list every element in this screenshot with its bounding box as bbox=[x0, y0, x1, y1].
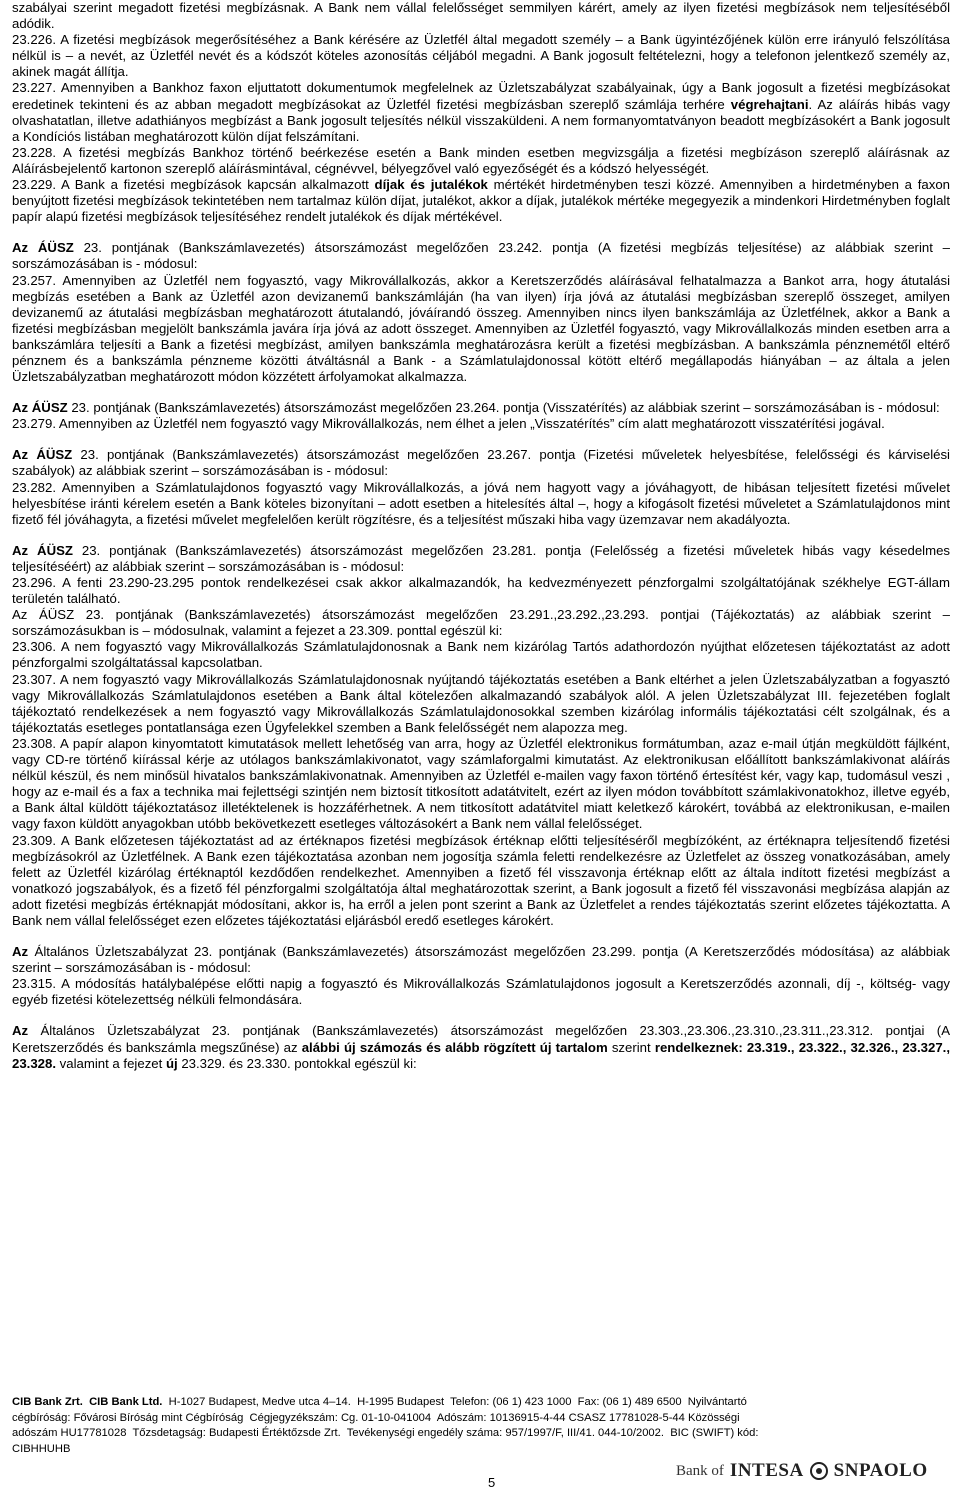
document-page bbox=[12, 0, 950, 1072]
text-segment: mértékét hirdetményben teszi közzé. Amennyiben a hirdetményben a faxon benyújtott fizetési megbízások tekintetében nem tartalmaz külön díjat, jutalékot, akkor a díjak, jutalékok mértéke megegyezik a mindenkori Hirdetményben foglalt papír alapú fizetési megbízások teljesítéséhez rendelt jutalékok és díjak mértékével. bbox=[12, 177, 950, 225]
paragraph bbox=[12, 976, 950, 1008]
text-segment: 23. pontjának (Bankszámlavezetés) átsorszámozást megelőzően 23.281. pontja (Felelősség a fizetési műveletek hibás vagy késedelmes teljesítéséért) az alábbiak szerint – sorszámozásában is - módosul: bbox=[12, 542, 950, 574]
logo-sanpaolo-text: SNPAOLO bbox=[833, 1460, 928, 1481]
bold-text: végrehajtani bbox=[730, 96, 809, 112]
paragraph-gap bbox=[12, 432, 950, 447]
footer-line-2: cégbíróság: Fővárosi Bíróság mint Cégbíróság Cégjegyzékszám: Cg. 01-10-041004 Adószám: 10136915-4-44 CSASZ 17781028-5-44 Közösségi bbox=[12, 1411, 740, 1424]
paragraph bbox=[12, 736, 950, 833]
text-segment: 23.315. A módosítás hatálybalépése előtti napig a fogyasztó és Mikrovállalkozás Számlatulajdonos jogosult a Keretszerződés azonnali, díj -, költség- vagy egyéb fizetési kötelezettség nélküli felmondására. bbox=[12, 976, 950, 1008]
paragraph bbox=[12, 416, 950, 432]
footer-line-4: CIBHHUHB bbox=[12, 1442, 71, 1455]
text-segment: 23.296. A fenti 23.290-23.295 pontok rendelkezései csak akkor alkalmazandók, ha kedvezményezett pénzforgalmi szolgáltatójának székhelye EGT-állam területén található. bbox=[12, 575, 950, 607]
text-segment: Általános Üzletszabályzat 23. pontjának (Bankszámlavezetés) átsorszámozást megelőzően 23.303.,23.306.,23.310.,23.311.,23.312. pontjai (A Keretszerződés és bankszámla megszűnése) az bbox=[12, 1023, 950, 1055]
paragraph bbox=[12, 672, 950, 736]
bold-text: Az bbox=[12, 1023, 29, 1039]
text-segment: 23. pontjának (Bankszámlavezetés) átsorszámozást megelőzően 23.267. pontja (Fizetési műveletek helyesbítése, felelősségi és kárviselési szabályok) az alábbiak szerint – sorszámozásában is - módosul: bbox=[12, 447, 950, 479]
paragraph bbox=[12, 80, 950, 144]
paragraph bbox=[12, 607, 950, 639]
paragraph bbox=[12, 639, 950, 671]
text-segment: 23. pontjának (Bankszámlavezetés) átsorszámozást megelőzően 23.242. pontja (A fizetési megbízás teljesítése) az alábbiak szerint – sorszámozásában is - módosul: bbox=[12, 240, 950, 272]
paragraph bbox=[12, 447, 950, 479]
bold-text: Az ÁÜSZ bbox=[12, 240, 74, 256]
paragraph bbox=[12, 273, 950, 386]
text-segment: 23.309. A Bank előzetesen tájékoztatást ad az értéknapos fizetési megbízások értéknap előtti teljesítéséről megbízóként, az értéknapra teljesítendő fizetési megbízásokról az Üzletfélnek. A Bank ezen tájékoztatása azonban nem jogosítja számla feletti rendelkezésre az Üzletfelet az összeg vonatkozásában, amely felett az Üzletfél kizárólag értéknaptól kezdődően rendelkezhet. Amennyiben a fizető fél visszavonja értéknap előtt az általa indított fizetési megbízást a vonatkozó jogszabályok, és a fizető fél pénzforgalmi szolgáltatója által meghatározottak szerint, a Bank jogosult a fizető fél visszavonási megbízása alapján az adott fizetési megbízás értéknapját módosítani, akkor is, ha erről a jelen pont szerint a Bank az Üzletfelet a rendes tájékoztatás szerint előzetes tájékoztatta. A Bank nem vállal felelősséget ezen előzetes tájékoztatási eljárásból eredő esetleges károkért. bbox=[12, 832, 950, 928]
paragraph-gap bbox=[12, 929, 950, 944]
text-segment: 23.282. Amennyiben a Számlatulajdonos fogyasztó vagy Mikrovállalkozás, a jóvá nem hagyott vagy a jóváhagyott, de hibásan teljesített fizetési művelet helyesbítése iránti kérelem esetén a Bank köteles bizonyítani – adott esetben a hitelesítés által –, hogy a kifogásolt fizetési műveletet a Számlatulajdonos mint fizető fél jóváhagyta, a fizetési művelet megfelelően került rögzítésre, és a teljesítést műszaki hiba vagy üzemzavar nem akadályozta. bbox=[12, 479, 950, 527]
paragraph bbox=[12, 575, 950, 607]
text-segment: 23.229. A Bank a fizetési megbízások kapcsán alkalmazott bbox=[12, 177, 375, 193]
paragraph bbox=[12, 833, 950, 930]
text-segment: 23. pontjának (Bankszámlavezetés) átsorszámozást megelőzően 23.264. pontja (Visszatérítés) az alábbiak szerint – sorszámozásában is - módosul: bbox=[67, 400, 940, 416]
bold-text: Az ÁÜSZ bbox=[12, 542, 73, 558]
text-segment: valamint a fejezet bbox=[56, 1055, 166, 1071]
bank-logo bbox=[676, 1460, 928, 1482]
bold-text: Az bbox=[12, 944, 29, 960]
paragraph-gap bbox=[12, 225, 950, 240]
logo-intesa-text: INTESA bbox=[729, 1460, 804, 1481]
text-segment: szabályai szerint megadott fizetési megbízásnak. A Bank nem vállal felelősséget semmilyen kárért, amely az ilyen fizetési megbízások nem teljesítéséből adódik. bbox=[12, 0, 950, 32]
text-segment: 23.329. és 23.330. pontokkal egészül ki: bbox=[177, 1055, 417, 1071]
text-segment: 23.306. A nem fogyasztó vagy Mikrovállalkozás Számlatulajdonosnak a Bank nem kizárólag Tartós adathordozón nyújthat előzetesen tájékoztatást az adott pénzforgalmi szolgáltatással kapcsolatban. bbox=[12, 639, 950, 671]
footer-line-3: adószám HU17781028 Tőzsdetagság: Budapesti Értéktőzsde Zrt. Tevékenységi engedély száma: 957/1997/F, III/41. 044-10/2002. BIC (SWIFT) kód: bbox=[12, 1427, 759, 1439]
paragraph bbox=[12, 0, 950, 32]
bold-text: Az ÁÜSZ bbox=[12, 400, 68, 416]
text-segment: szerint bbox=[607, 1039, 655, 1055]
bold-text: díjak és jutalékok bbox=[374, 177, 488, 193]
paragraph bbox=[12, 32, 950, 80]
text-segment: . Az aláírás hibás vagy olvashatatlan, illetve adathiányos megbízást a Bank jogosult teljesítés nélkül visszaküldeni. A nem formanyomtatványon beadott megbízásokért a Bank jogosult a Kondíciós listában meghatározott külön díjat felszámítani. bbox=[12, 96, 950, 144]
bold-text: rendelkeznek: 23.319., 23.322., 32.326., 23.327., 23.328. bbox=[12, 1039, 950, 1071]
bold-text: alábbi új számozás és alább rögzített új tartalom bbox=[301, 1039, 608, 1055]
bold-text: Az ÁÜSZ bbox=[12, 447, 73, 463]
paragraph bbox=[12, 177, 950, 225]
paragraph bbox=[12, 543, 950, 575]
paragraph bbox=[12, 1023, 950, 1071]
page-number: 5 bbox=[488, 1475, 496, 1490]
paragraph-gap bbox=[12, 385, 950, 400]
footer-line-1 bbox=[12, 1395, 950, 1411]
bold-text: új bbox=[165, 1055, 178, 1071]
text-segment: 23.226. A fizetési megbízások megerősítéséhez a Bank kérésére az Üzletfél által megadott személy – a Bank ügyintézőjének külön erre irányuló felszólítása nélkül is – a nevét, az Üzletfél nevét és a kódszót köteles azonosítás céljából megadni. A Bank jogosult feltételezni, hogy a telefonon jelentkező személy az, akinek magát állítja. bbox=[12, 32, 950, 80]
text-segment: Az ÁÜSZ 23. pontjának (Bankszámlavezetés) átsorszámozást megelőzően 23.291.,23.292.,23.293. pontjai (Tájékoztatás) az alábbiak szerint – sorszámozásukban is – módosulnak, valamint a fejezet a 23.309. ponttal egészül ki: bbox=[12, 607, 950, 639]
text-segment: 23.257. Amennyiben az Üzletfél nem fogyasztó, vagy Mikrovállalkozás, akkor a Keretszerződés aláírásával felhatalmazza a Bankot arra, hogy átutalási megbízás esetében a Bank az Üzletfél azon devizanemű bankszámláján (ha van ilyen) írja jóvá az átutalási megbízásban szereplő összeget, amilyen devizanemű az átutalási megbízásban meghatározott átutalandó, jóváírandó összeg. Amennyiben nincs ilyen bankszámlája az Üzletfélnek, akkor a Bank a fizetési megbízásban megjelölt bankszámla javára írja jóvá az adott összeget. Amennyiben az Üzletfél fogyasztó, vagy Mikrovállalkozás minden esetben arra a bankszámlára teljesíti a Bank a fizetési megbízást, amilyen bankszámla meghatározásra került a fizetési megbízásban. A bankszámla pénznemétől eltérő pénznem és a bankszámla pénzneme közötti átváltásnál a Bank - a Számlatulajdonossal kötött eltérő megállapodás hiányában – az általa a jelen Üzletszabályzatban meghatározott módon közzétett árfolyamokat alkalmazza. bbox=[12, 272, 950, 385]
document-body bbox=[12, 0, 950, 1072]
logo-bank-of-text: Bank of bbox=[676, 1462, 724, 1479]
paragraph bbox=[12, 480, 950, 528]
footer-company-name: CIB Bank Zrt. CIB Bank Ltd. bbox=[12, 1396, 163, 1408]
footer bbox=[12, 1395, 950, 1457]
sanpaolo-mark-icon bbox=[810, 1462, 828, 1480]
text-segment: 23.279. Amennyiben az Üzletfél nem fogyasztó vagy Mikrovállalkozás, nem élhet a jelen „Visszatérítés” cím alatt meghatározott visszatérítési jogával. bbox=[12, 416, 885, 432]
paragraph-gap bbox=[12, 1008, 950, 1023]
paragraph bbox=[12, 944, 950, 976]
text-segment: 23.227. Amennyiben a Bankhoz faxon eljuttatott dokumentumok megfelelnek az Üzletszabályzat szabályainak, úgy a Bank jogosult a fizetési megbízásokat eredetinek tekinteni és az abban megadott megbízásokat az Üzletfél fizetési megbízásban szereplő számlája terhére bbox=[12, 80, 950, 112]
paragraph bbox=[12, 240, 950, 272]
paragraph-gap bbox=[12, 528, 950, 543]
paragraph bbox=[12, 400, 950, 416]
paragraph bbox=[12, 145, 950, 177]
text-segment: Általános Üzletszabályzat 23. pontjának (Bankszámlavezetés) átsorszámozást megelőzően 23.299. pontja (A Keretszerződés módosítása) az alábbiak szerint – sorszámozásában is - módosul: bbox=[12, 944, 950, 976]
text-segment: 23.228. A fizetési megbízás Bankhoz történő beérkezése esetén a Bank minden esetben megvizsgálja a fizetési megbízáson szereplő aláírásnak az Aláírásbejelentő kartonon szereplő aláírásmintával, cégnévvel, bélyegzővel való egyezőségét és a kódszó helyességét. bbox=[12, 144, 950, 176]
footer-address: H-1027 Budapest, Medve utca 4–14. H-1995 Budapest Telefon: (06 1) 423 1000 Fax: (06 1) 489 6500 Nyilvántartó bbox=[162, 1396, 747, 1408]
text-segment: 23.307. A nem fogyasztó vagy Mikrovállalkozás Számlatulajdonosnak nyújtandó tájékoztatás esetében a Bank eltérhet a jelen Üzletszabályzatban a fogyasztó vagy Mikrovállalkozás Számlatulajdonos esetében a Bank által kötelezően alkalmazandó szabályok alól. A jelen Üzletszabályzat III. fejezetében foglalt tájékoztató rendelkezések a nem fogyasztó vagy Mikrovállalkozás Számlatulajdonosokkal szemben kizárólag informális tájékoztatási célt szolgálnak, és a tájékoztatás esetleges pontatlansága ezen Ügyfelekkel szemben a Bank felelősségét nem alapozza meg. bbox=[12, 671, 950, 735]
text-segment: 23.308. A papír alapon kinyomtatott kimutatások mellett lehetőség van arra, hogy az Üzletfél elektronikus formátumban, azaz e-mail útján megküldött fájlként, vagy CD-re történő kiírással kérje az utólagos bankszámlakivonatot, vagy számlaforgalmi kimutatást. Az elektronikusan előállított bankszámlakivonat aláírás nélkül készül, és nem minősül hivatalos bankszámlakivonatnak. Amennyiben az Üzletfél e-mailen vagy faxon történő értesítést kér, vagy kap, tudomásul veszi , hogy az e-mail és a fax a technika mai fejlettségi szintjén nem biztosít titkosított adatátvitelt, ezért az ilyen módon továbbított számlakivonatokhoz, illetve egyéb, a Bank által küldött tájékoztatásoz illetéktelenek is hozzáférhetnek. A nem titkosított adatátvitel miatt keletkező károkért, továbbá az elektronikusan, e-mailen vagy faxon küldött anyagokban utóbb bekövetkezett esetleges változásokért a Bank nem vállal felelősséget. bbox=[12, 735, 950, 832]
